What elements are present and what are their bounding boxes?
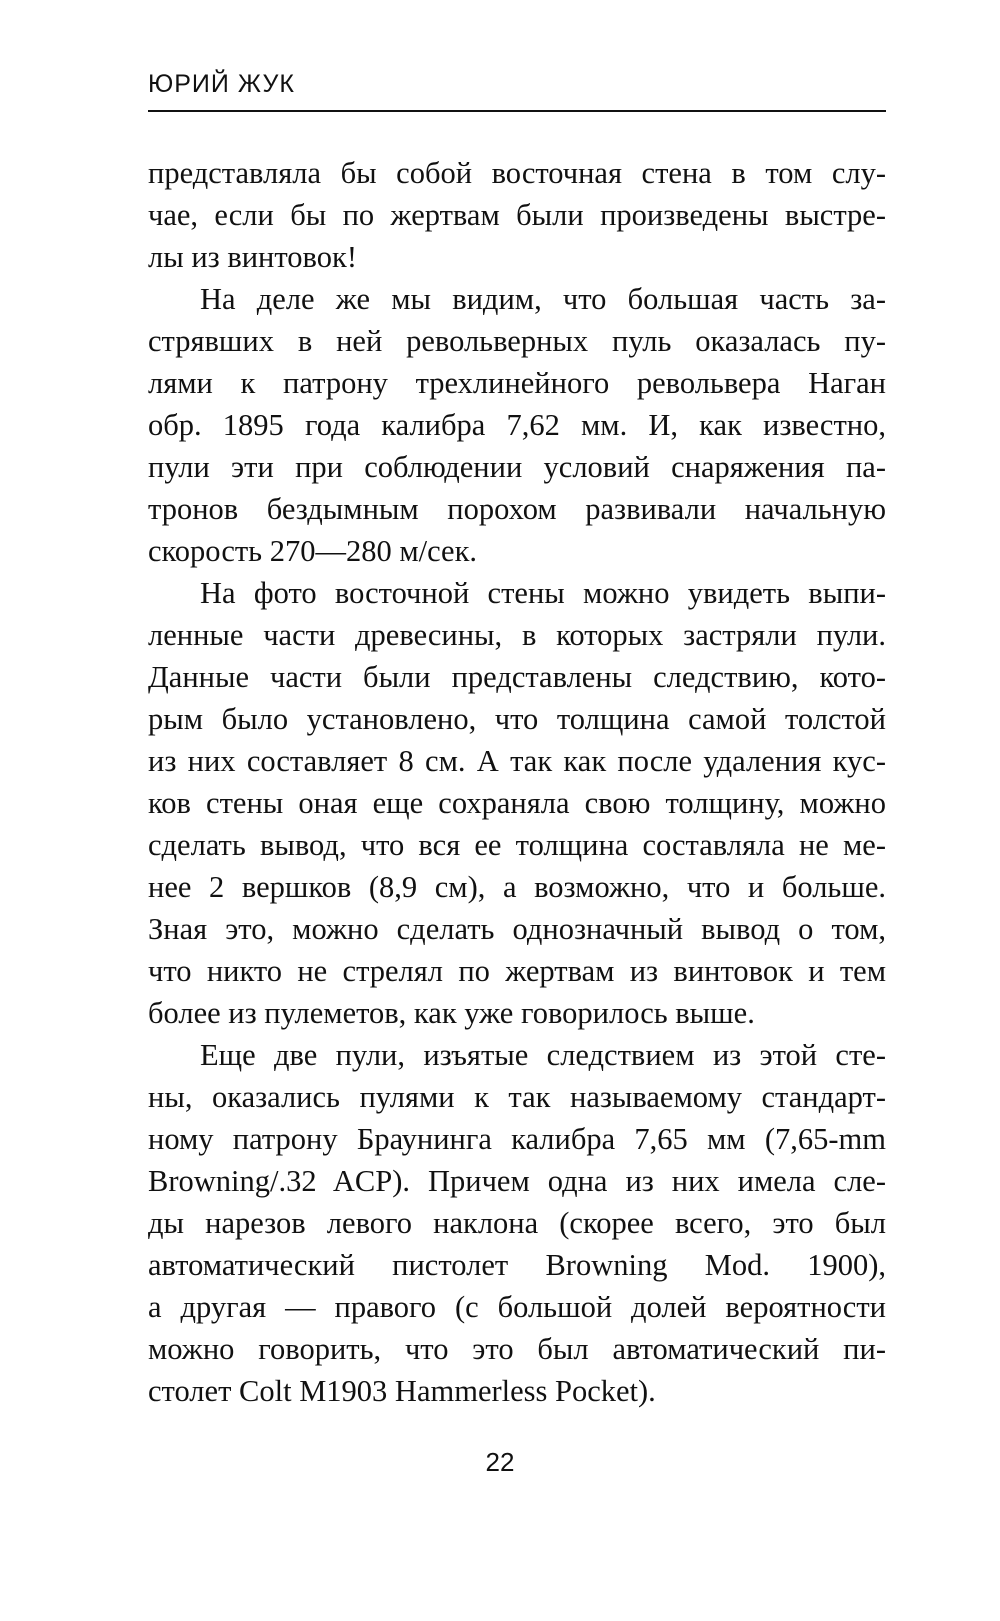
text-line: На фото восточной стены можно увидеть выпи- [200, 576, 886, 610]
text-line: что никто не стрелял по жертвам из винтовок и тем [148, 954, 886, 988]
text-line: ков стены оная еще сохраняла свою толщину, можно [148, 786, 886, 820]
text-line: чае, если бы по жертвам были произведены выстре- [148, 198, 886, 232]
text-line: более из пулеметов, как уже говорилось выше. [148, 996, 755, 1030]
text-line: пули эти при соблюдении условий снаряжения па- [148, 450, 886, 484]
page-number: 22 [485, 1447, 515, 1477]
text-line: а другая — правого (с большой долей вероятности [148, 1290, 886, 1324]
text-line: ды нарезов левого наклона (скорее всего, это был [148, 1206, 886, 1240]
text-line: тронов бездымным порохом развивали начальную [148, 492, 886, 526]
text-line: Зная это, можно сделать однозначный вывод о том, [148, 912, 886, 946]
text-line: ны, оказались пулями к так называемому стандарт- [148, 1080, 886, 1114]
paragraph [148, 278, 886, 572]
body-text [148, 152, 886, 1412]
text-line: обр. 1895 года калибра 7,62 мм. И, как известно, [148, 408, 886, 442]
text-line: стрявших в ней револьверных пуль оказалась пу- [148, 324, 886, 358]
text-line: столет Colt M1903 Hammerless Pocket). [148, 1374, 656, 1408]
paragraph [148, 1034, 886, 1412]
text-line: лы из винтовок! [148, 240, 357, 274]
text-line: можно говорить, что это был автоматический пи- [148, 1332, 886, 1366]
text-line: На деле же мы видим, что большая часть за- [200, 282, 886, 316]
text-line: лями к патрону трехлинейного револьвера Наган [148, 366, 886, 400]
text-line: сделать вывод, что вся ее толщина составляла не ме- [148, 828, 886, 862]
text-line: ленные части древесины, в которых застряли пули. [148, 618, 886, 652]
text-line: ному патрону Браунинга калибра 7,65 мм (7,65-mm [148, 1122, 886, 1156]
text-line: Данные части были представлены следствию, кото- [148, 660, 886, 694]
text-line: Еще две пули, изъятые следствием из этой сте- [200, 1038, 886, 1072]
running-header-author: ЮРИЙ ЖУК [148, 70, 295, 98]
text-line: из них составляет 8 см. А так как после удаления кус- [148, 744, 886, 778]
text-line: автоматический пистолет Browning Mod. 1900), [148, 1248, 886, 1282]
text-line: скорость 270—280 м/сек. [148, 534, 478, 568]
text-line: представляла бы собой восточная стена в том слу- [148, 156, 886, 190]
header-rule [148, 110, 886, 112]
text-line: нее 2 вершков (8,9 см), а возможно, что и больше. [148, 870, 886, 904]
text-line: рым было установлено, что толщина самой толстой [148, 702, 886, 736]
text-line: Browning/.32 ACP). Причем одна из них имела сле- [148, 1164, 886, 1198]
paragraph [148, 572, 886, 1034]
paragraph [148, 152, 886, 278]
